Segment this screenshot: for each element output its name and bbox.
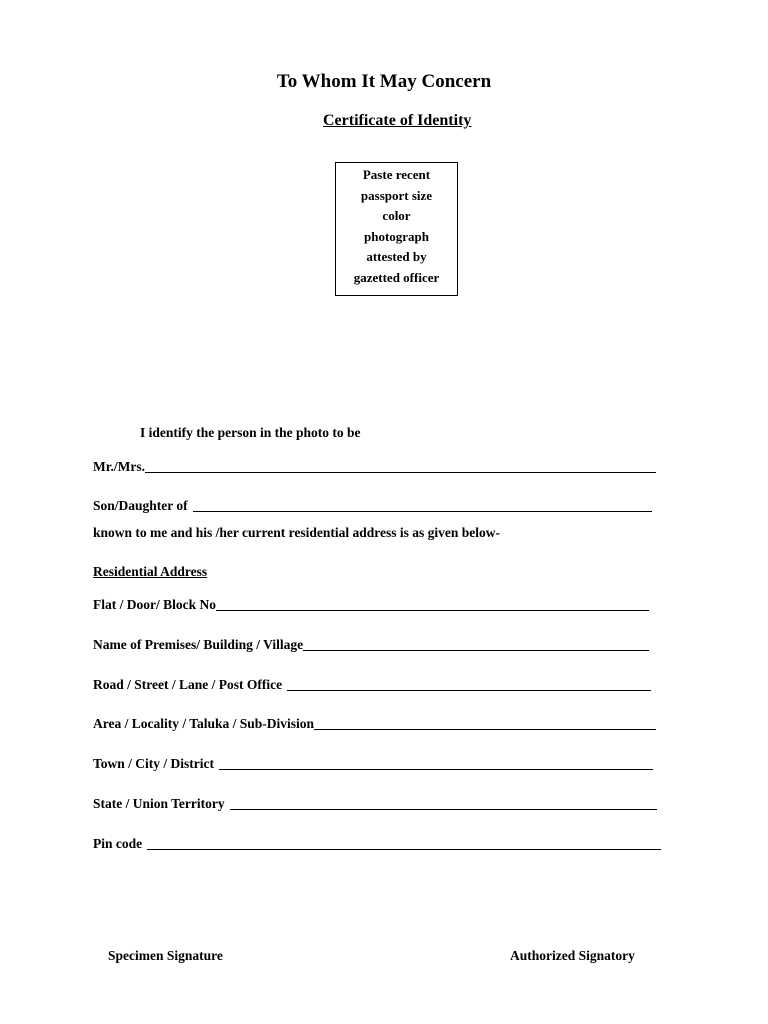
- name-field-blank[interactable]: [145, 472, 656, 473]
- parent-name-field-label: Son/Daughter of: [93, 498, 188, 513]
- road-field[interactable]: [93, 676, 651, 694]
- road-field-label: Road / Street / Lane / Post Office: [93, 677, 283, 692]
- flat-field-label: Flat / Door/ Block No: [93, 597, 216, 612]
- certificate-subtitle: Certificate of Identity: [323, 112, 472, 129]
- area-field-label: Area / Locality / Taluka / Sub-Division: [93, 716, 315, 731]
- road-field-blank[interactable]: [287, 690, 651, 691]
- parent-name-field[interactable]: [93, 497, 652, 515]
- premises-field-label: Name of Premises/ Building / Village: [93, 637, 304, 652]
- photo-placeholder-box[interactable]: [335, 162, 458, 296]
- premises-field-blank[interactable]: [303, 650, 649, 651]
- town-field[interactable]: [93, 755, 653, 773]
- pin-code-field[interactable]: [93, 835, 661, 853]
- flat-field-blank[interactable]: [216, 610, 649, 611]
- area-field-blank[interactable]: [314, 729, 656, 730]
- page-title: To Whom It May Concern: [276, 71, 492, 92]
- town-field-blank[interactable]: [219, 769, 653, 770]
- town-field-label: Town / City / District: [93, 756, 214, 771]
- area-field[interactable]: [93, 715, 656, 733]
- state-field-label: State / Union Territory: [93, 796, 225, 811]
- photo-instruction-line: Paste recent: [362, 167, 431, 182]
- parent-name-field-blank[interactable]: [193, 511, 652, 512]
- state-field-blank[interactable]: [230, 809, 657, 810]
- identification-intro: I identify the person in the photo to be: [140, 425, 361, 440]
- flat-field[interactable]: [93, 596, 649, 614]
- pin-code-field-label: Pin code: [93, 836, 143, 851]
- photo-instruction-line: photograph: [363, 228, 430, 244]
- name-field[interactable]: [93, 458, 656, 476]
- authorized-signatory-label: Authorized Signatory: [510, 948, 635, 963]
- pin-code-field-blank[interactable]: [147, 849, 661, 850]
- specimen-signature-label: Specimen Signature: [108, 948, 223, 963]
- name-field-label: Mr./Mrs.: [93, 459, 145, 474]
- state-field[interactable]: [93, 795, 657, 813]
- address-statement: known to me and his /her current residential address is as given below-: [93, 525, 501, 540]
- photo-instruction-line: attested by: [366, 249, 427, 264]
- photo-instruction-line: passport size: [360, 187, 433, 203]
- photo-instruction-line: color: [382, 208, 411, 223]
- premises-field[interactable]: [93, 636, 649, 654]
- photo-instruction-line: gazetted officer: [353, 269, 440, 285]
- residential-address-heading: Residential Address: [93, 564, 208, 579]
